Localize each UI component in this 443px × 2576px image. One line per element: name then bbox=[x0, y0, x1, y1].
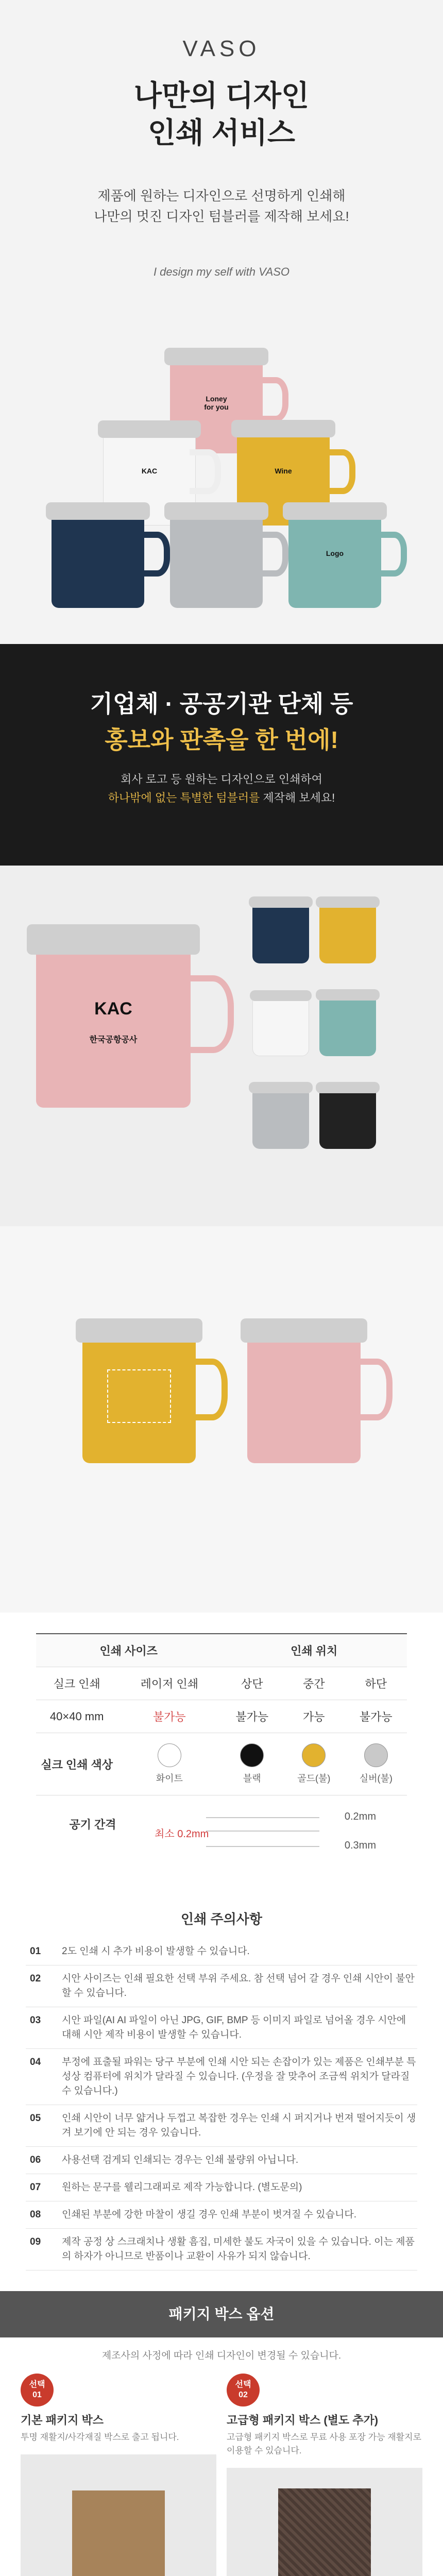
kac-logo-text: KAC bbox=[94, 998, 132, 1019]
notice-number: 07 bbox=[30, 2182, 41, 2193]
print-spec-table bbox=[36, 1633, 407, 1795]
notice-item bbox=[26, 2147, 417, 2174]
package-option-1[interactable] bbox=[21, 2374, 216, 2576]
mug-small-white bbox=[252, 994, 309, 1056]
mug-yellow-print-area bbox=[82, 1329, 196, 1463]
cell: 가능 bbox=[283, 1700, 345, 1733]
banner-desc1: 회사 로고 등 원하는 디자인으로 인쇄하여 bbox=[121, 773, 322, 786]
notice-text: 시안 파일(AI AI 파일이 아닌 JPG, GIF, BMP 등 이미지 파일로 넘어올 경우 시안에 대해 시안 제작 비용이 발생할 수 있습니다. bbox=[62, 2015, 406, 2040]
cell: 40×40 mm bbox=[36, 1700, 117, 1733]
notice-item bbox=[26, 2105, 417, 2147]
swatch-label: 골드(불) bbox=[297, 1773, 331, 1784]
gap-min-label: 최소 0.2mm bbox=[155, 1828, 209, 1840]
print-area-image bbox=[0, 1226, 443, 1613]
line-gap-diagram bbox=[36, 1795, 407, 1868]
package-desc: 고급형 패키지 박스로 무료 사용 포장 가능 재활지로 이용할 수 있습니다. bbox=[227, 2432, 421, 2455]
mug-kac-pink bbox=[36, 938, 191, 1108]
print-notice-section bbox=[0, 1888, 443, 2291]
notice-number: 02 bbox=[30, 1973, 41, 1984]
mug-label: Wine bbox=[275, 467, 292, 475]
mug-grey bbox=[170, 510, 263, 608]
notice-number: 06 bbox=[30, 2155, 41, 2165]
notice-item bbox=[26, 2229, 417, 2270]
gap-label-b: 0.3mm bbox=[344, 1840, 376, 1851]
hero-tagline: I design my self with VASO bbox=[153, 265, 290, 278]
notice-text: 부정에 표출될 파워는 당구 부분에 인쇄 시안 되는 손잡이가 있는 제품은 인쇄부분 특성상 컴퓨터에 위치가 달라질 수 있습니다. (우정을 잘 맞추어 조금씩 위치가 달라질 수 있습니다.) bbox=[62, 2057, 416, 2096]
gap-line bbox=[206, 1846, 319, 1847]
package-intro: 제조사의 사정에 따라 인쇄 디자인이 변경될 수 있습니다. bbox=[101, 2350, 342, 2361]
mug-label: KAC bbox=[141, 467, 158, 476]
notice-number: 01 bbox=[30, 1946, 41, 1957]
swatch-gold bbox=[283, 1733, 345, 1795]
hero-lead-line1: 제품에 원하는 디자인으로 선명하게 인쇄해 bbox=[97, 188, 346, 204]
cell: 하단 bbox=[345, 1667, 407, 1700]
cell: 실크 인쇄 bbox=[36, 1667, 117, 1700]
col-position-header: 인쇄 위치 bbox=[221, 1634, 407, 1667]
mug-showcase-image bbox=[0, 866, 443, 1226]
mug-small-mint bbox=[319, 994, 376, 1056]
notice-text: 2도 인쇄 시 추가 비용이 발생할 수 있습니다. bbox=[62, 1946, 250, 1957]
hero-title bbox=[0, 77, 443, 151]
notice-item bbox=[26, 1965, 417, 2007]
col-size-header: 인쇄 사이즈 bbox=[36, 1634, 221, 1667]
package-section bbox=[0, 2337, 443, 2576]
mug-label: Loney for you bbox=[204, 395, 229, 411]
brand-logo: VASO bbox=[182, 36, 261, 61]
mug-label: Logo bbox=[326, 549, 344, 557]
mug-navy bbox=[52, 510, 144, 608]
banner-desc2-highlight: 하나밖에 없는 특별한 텀블러를 bbox=[108, 791, 260, 804]
swatch-label: 블랙 bbox=[243, 1773, 261, 1784]
notice-number: 05 bbox=[30, 2113, 41, 2124]
gap-line bbox=[206, 1831, 319, 1832]
hero-lead-line2: 나만의 멋진 디자인 텀블러를 제작해 보세요! bbox=[94, 209, 349, 224]
mug-small-black bbox=[319, 1087, 376, 1149]
cell: 중간 bbox=[283, 1667, 345, 1700]
mug-small-yellow bbox=[319, 902, 376, 963]
mug-mint bbox=[288, 510, 381, 608]
notice-number: 03 bbox=[30, 2015, 41, 2026]
banner-desc2-rest: 제작해 보세요! bbox=[260, 791, 335, 804]
cell: 레이저 인쇄 bbox=[117, 1667, 221, 1700]
notice-item bbox=[26, 2007, 417, 2049]
notice-item bbox=[26, 2174, 417, 2201]
badge-num: 02 bbox=[238, 2391, 248, 2399]
basic-box-image bbox=[21, 2454, 216, 2576]
badge-top: 선택 bbox=[29, 2380, 45, 2389]
option-badge bbox=[227, 2374, 260, 2406]
package-name: 고급형 패키지 박스 (별도 추가) bbox=[227, 2414, 379, 2427]
kraft-box bbox=[72, 2490, 165, 2576]
print-spec-section bbox=[0, 1613, 443, 1888]
package-desc: 투명 재활지/사각재질 박스로 출고 됩니다. bbox=[21, 2432, 179, 2442]
package-name: 기본 패키지 박스 bbox=[21, 2414, 104, 2427]
notice-title: 인쇄 주의사항 bbox=[181, 1911, 262, 1927]
package-option-2[interactable] bbox=[227, 2374, 422, 2576]
swatch-label: 실버(불) bbox=[359, 1773, 393, 1784]
notice-number: 08 bbox=[30, 2209, 41, 2220]
cell: 불가능 bbox=[221, 1700, 283, 1733]
cell: 불가능 bbox=[345, 1700, 407, 1733]
premium-box bbox=[278, 2488, 371, 2576]
notice-item bbox=[26, 2049, 417, 2105]
print-area-marker bbox=[107, 1369, 171, 1423]
notice-text: 시안 사이즈는 인쇄 필요한 선택 부위 주세요. 참 선택 넘어 갈 경우 인쇄 시안이 불안할 수 있습니다. bbox=[62, 1973, 415, 1998]
mug-small-grey bbox=[252, 1087, 309, 1149]
swatch-black bbox=[221, 1733, 283, 1795]
color-row-header: 실크 인쇄 색상 bbox=[36, 1733, 117, 1795]
notice-number: 04 bbox=[30, 2057, 41, 2067]
hero-title-line2: 인쇄 서비스 bbox=[147, 116, 296, 149]
notice-text: 원하는 문구를 웰리그래피로 제작 가능합니다. (별도문의) bbox=[62, 2182, 302, 2193]
hero-title-line1: 나만의 디자인 bbox=[133, 79, 310, 112]
promo-banner bbox=[0, 644, 443, 866]
notice-text: 제작 공정 상 스크래치나 생활 흠집, 미세한 불도 자국이 있을 수 있습니다. 이는 제품의 하자가 아니므로 반품이나 교환이 사유가 되지 않습니다. bbox=[62, 2236, 415, 2262]
gap-label-a: 0.2mm bbox=[344, 1811, 376, 1822]
notice-text: 인쇄 시안이 너무 얇거나 두껍고 복잡한 경우는 인쇄 시 퍼지거나 번져 떨어지듯이 생겨 보기에 안 되는 경우 있습니다. bbox=[62, 2113, 416, 2138]
hero-section bbox=[0, 0, 443, 335]
cell: 상단 bbox=[221, 1667, 283, 1700]
mug-cluster-image bbox=[0, 335, 443, 644]
option-badge bbox=[21, 2374, 54, 2406]
banner-desc bbox=[0, 770, 443, 807]
badge-num: 01 bbox=[32, 2391, 42, 2399]
premium-box-image bbox=[227, 2468, 422, 2576]
notice-item bbox=[26, 1938, 417, 1965]
mug-pink-plain bbox=[247, 1329, 361, 1463]
badge-top: 선택 bbox=[235, 2380, 251, 2389]
hero-lead bbox=[0, 185, 443, 227]
mug-small-navy bbox=[252, 902, 309, 963]
notice-text: 사용선택 검게되 인쇄되는 경우는 인쇄 불량위 아닙니다. bbox=[62, 2155, 299, 2165]
swatch-white bbox=[117, 1733, 221, 1795]
gap-line bbox=[206, 1817, 319, 1818]
notice-list bbox=[26, 1938, 417, 2270]
banner-title2: 홍보와 판촉을 한 번에! bbox=[105, 726, 338, 753]
cell: 불가능 bbox=[117, 1700, 221, 1733]
package-title: 패키지 박스 옵션 bbox=[0, 2291, 443, 2337]
swatch-label: 화이트 bbox=[156, 1773, 183, 1784]
swatch-silver bbox=[345, 1733, 407, 1795]
notice-number: 09 bbox=[30, 2236, 41, 2247]
banner-desc2 bbox=[0, 789, 443, 807]
banner-title1: 기업체 · 공공기관 단체 등 bbox=[90, 690, 353, 717]
kac-sub-text: 한국공항공사 bbox=[89, 1035, 138, 1044]
notice-item bbox=[26, 2201, 417, 2229]
notice-text: 인쇄된 부분에 강한 마찰이 생길 경우 인쇄 부분이 벗겨질 수 있습니다. bbox=[62, 2209, 356, 2220]
gap-row-header: 공기 간격 bbox=[69, 1818, 116, 1831]
